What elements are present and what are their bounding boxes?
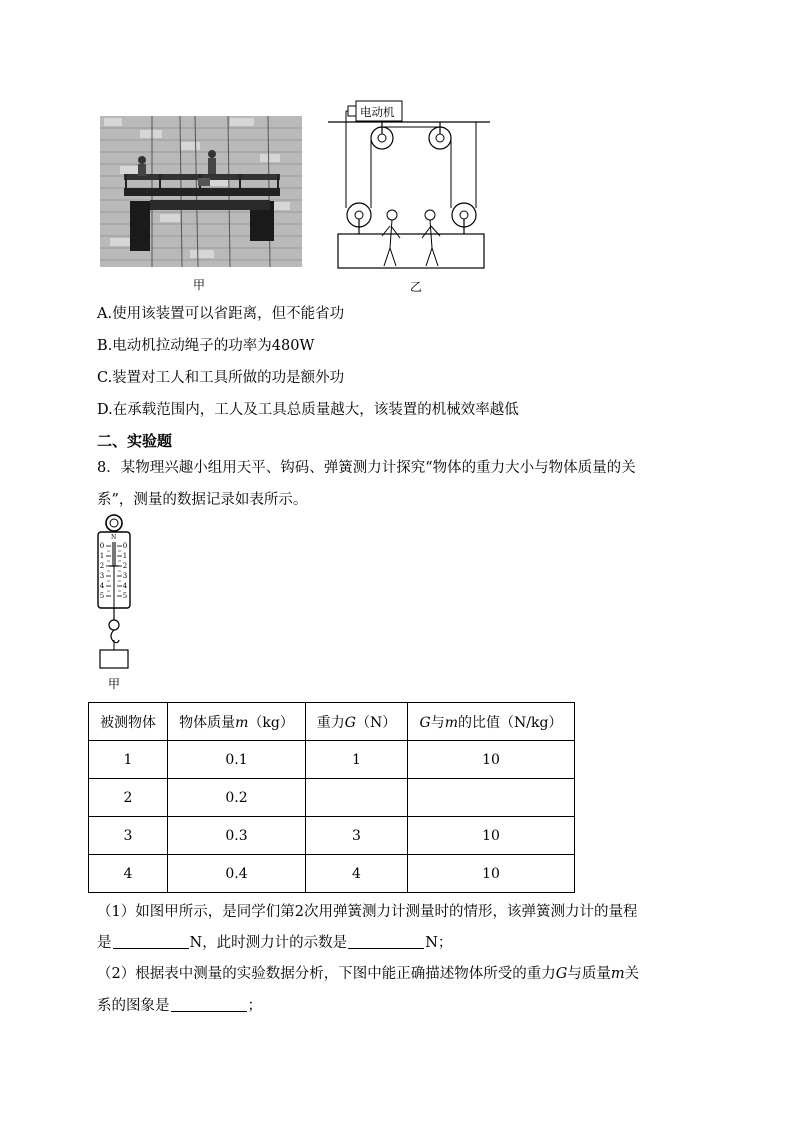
diagram-caption: 乙 [410,280,423,294]
option-c: C.装置对工人和工具所做的功是额外功 [97,370,345,386]
motor-label: 电动机 [360,105,395,119]
option-a: A.使用该装置可以省距离，但不能省功 [97,306,345,322]
answer-blank-range[interactable] [113,934,189,949]
cell-gravity [306,779,408,817]
sub-question-1-line1: （1）如图甲所示，是同学们第2次用弹簧测力计测量时的情形，该弹簧测力计的量程 [97,904,638,920]
platform-photo [100,116,302,267]
cell-object: 1 [89,741,168,779]
header-ratio-suffix: 的比值（N/kg） [458,714,563,731]
tick-label: 0 [122,542,128,550]
header-gravity-unit: （N） [355,714,397,731]
table-row [89,779,575,817]
cell-ratio [408,779,575,817]
q2-var-m: m [610,966,625,982]
header-ratio-mid: 与 [430,714,445,731]
tick-label: 5 [122,592,128,600]
cell-object: 4 [89,855,168,893]
spring-scale-ticks-left [99,541,105,601]
pulley-diagram [326,98,492,273]
tick-label: 3 [99,572,105,580]
tick-label: 2 [99,562,105,570]
table-row [89,817,575,855]
header-mass [168,703,306,741]
cell-ratio: 10 [408,817,575,855]
section-title: 二、实验题 [97,432,173,450]
table-header-row [89,703,575,741]
sub-question-2-line2 [97,994,262,1015]
header-mass-unit: （kg） [248,714,294,731]
tick-label: 1 [99,552,105,560]
q1-text-b: N，此时测力计的示数是 [189,935,348,951]
cell-gravity: 4 [306,855,408,893]
question-8-intro-line1: 8．某物理兴趣小组用天平、钩码、弹簧测力计探究“物体的重力大小与物体质量的关 [97,460,636,476]
table-row [89,855,575,893]
cell-object: 3 [89,817,168,855]
tick-label: 5 [99,592,105,600]
sub-question-2-line1 [97,962,639,983]
answer-blank-reading[interactable] [348,934,424,949]
option-d: D.在承载范围内，工人及工具总质量越大，该装置的机械效率越低 [97,402,519,418]
header-mass-var: m [235,714,249,731]
option-b: B.电动机拉动绳子的功率为480W [97,338,315,354]
spring-scale-caption: 甲 [108,677,121,691]
header-gravity-var: G [344,714,356,731]
q1-text-a: 是 [97,935,112,951]
cell-mass: 0.4 [168,855,306,893]
question-8-intro-line2: 系”，测量的数据记录如表所示。 [97,492,308,508]
header-object: 被测物体 [89,703,168,741]
tick-label: 4 [122,582,128,590]
cell-gravity: 3 [306,817,408,855]
header-ratio-var-m: m [444,714,459,731]
tick-label: 0 [99,542,105,550]
platform-photo-drawing [100,116,302,267]
data-table [88,702,575,893]
q2-text-d: 系的图象是 [97,998,170,1014]
answer-blank-graph[interactable] [171,997,247,1012]
header-ratio [408,703,575,741]
q2-text-a: （2）根据表中测量的实验数据分析，下图中能正确描述物体所受的重力 [97,966,556,982]
tick-label: 3 [122,572,128,580]
spring-scale-ticks-right [122,541,128,601]
tick-label: 2 [122,562,128,570]
cell-mass: 0.1 [168,741,306,779]
q1-text-c: N； [425,935,453,951]
cell-object: 2 [89,779,168,817]
header-gravity [306,703,408,741]
header-gravity-prefix: 重力 [316,714,345,731]
q2-text-c: 关 [624,966,640,982]
cell-ratio: 10 [408,855,575,893]
cell-ratio: 10 [408,741,575,779]
cell-mass: 0.2 [168,779,306,817]
pulley-diagram-drawing [326,98,492,273]
header-mass-prefix: 物体质量 [179,714,236,731]
q2-text-e: ； [247,998,262,1014]
tick-label: 1 [122,552,128,560]
cell-gravity: 1 [306,741,408,779]
table-row [89,741,575,779]
photo-caption: 甲 [193,278,206,292]
q2-var-g: G [555,966,568,982]
cell-mass: 0.3 [168,817,306,855]
q2-text-b: 与质量 [567,966,611,982]
sub-question-1-line2 [97,931,452,952]
header-ratio-var-g: G [419,714,431,731]
tick-label: 4 [99,582,105,590]
spring-scale-unit: N [111,534,117,541]
